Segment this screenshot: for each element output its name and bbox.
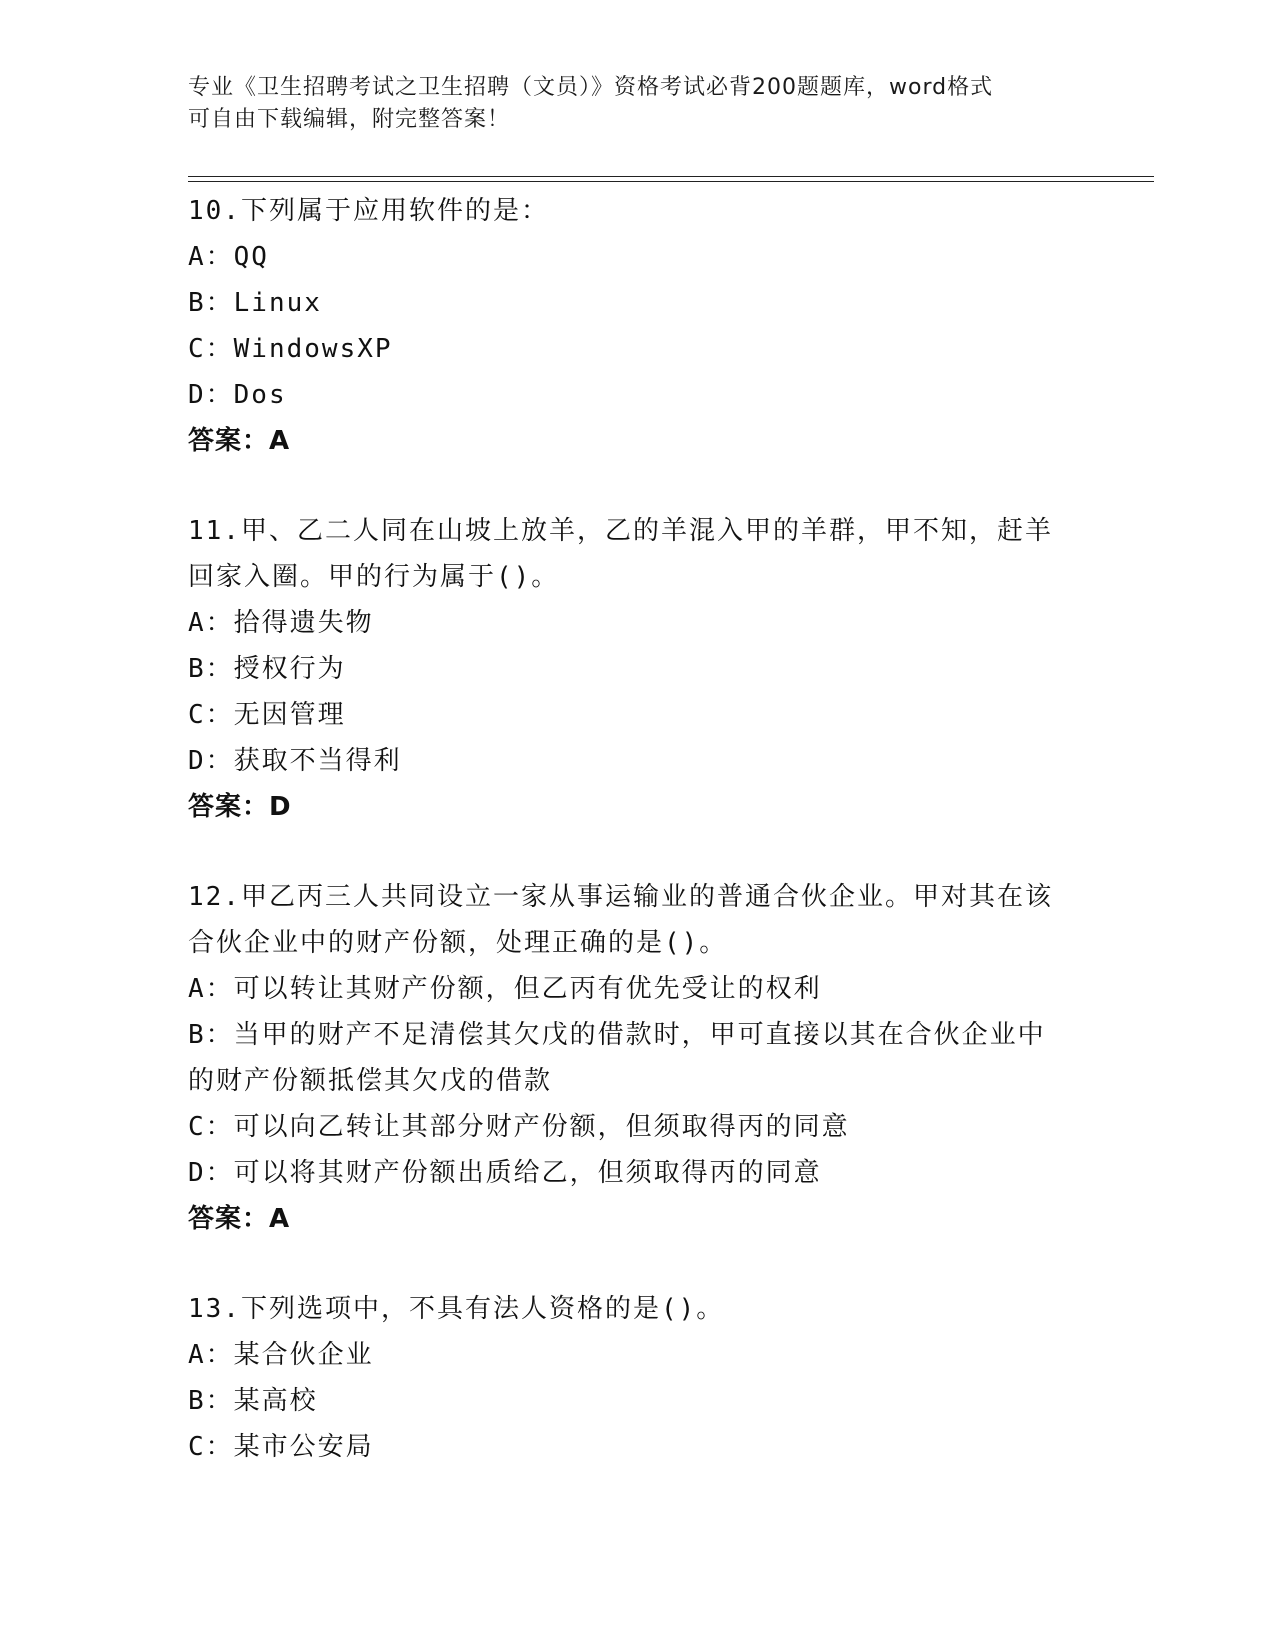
answer-key: 答案：A — [188, 426, 291, 456]
question-block — [188, 508, 1088, 830]
answer-option: C：WindowsXP — [188, 334, 393, 364]
answer-option: 的财产份额抵偿其欠戊的借款 — [188, 1066, 553, 1096]
header-divider — [188, 176, 1154, 177]
header-divider — [188, 181, 1154, 182]
question-block — [188, 1286, 1088, 1470]
answer-option: D：Dos — [188, 380, 287, 410]
question-stem: 12.甲乙丙三人共同设立一家从事运输业的普通合伙企业。甲对其在该 — [188, 882, 1053, 912]
answer-option: A：可以转让其财产份额，但乙丙有优先受让的权利 — [188, 974, 822, 1004]
answer-option: C：无因管理 — [188, 700, 346, 730]
answer-option: A：某合伙企业 — [188, 1340, 374, 1370]
answer-key: 答案：A — [188, 1204, 291, 1234]
answer-option: D：获取不当得利 — [188, 746, 402, 776]
answer-option: B：Linux — [188, 288, 322, 318]
page-header — [188, 72, 1088, 136]
answer-option: C：可以向乙转让其部分财产份额，但须取得丙的同意 — [188, 1112, 850, 1142]
header-line: 可自由下载编辑，附完整答案！ — [188, 107, 511, 132]
question-stem: 13.下列选项中，不具有法人资格的是()。 — [188, 1294, 725, 1324]
answer-option: B：授权行为 — [188, 654, 346, 684]
question-block — [188, 874, 1088, 1242]
answer-option: B：当甲的财产不足清偿其欠戊的借款时，甲可直接以其在合伙企业中 — [188, 1020, 1046, 1050]
question-stem: 10.下列属于应用软件的是： — [188, 196, 549, 226]
header-line: 专业《卫生招聘考试之卫生招聘（文员）》资格考试必背200题题库，word格式 — [188, 75, 994, 100]
answer-option: B：某高校 — [188, 1386, 318, 1416]
answer-option: C：某市公安局 — [188, 1432, 374, 1462]
answer-key: 答案：D — [188, 792, 292, 822]
question-block — [188, 188, 1088, 464]
question-list — [188, 188, 1088, 1514]
question-stem: 回家入圈。甲的行为属于()。 — [188, 562, 560, 592]
answer-option: A：拾得遗失物 — [188, 608, 374, 638]
question-stem: 11.甲、乙二人同在山坡上放羊，乙的羊混入甲的羊群，甲不知，赶羊 — [188, 516, 1053, 546]
question-stem: 合伙企业中的财产份额，处理正确的是()。 — [188, 928, 728, 958]
answer-option: D：可以将其财产份额出质给乙，但须取得丙的同意 — [188, 1158, 822, 1188]
answer-option: A：QQ — [188, 242, 269, 272]
